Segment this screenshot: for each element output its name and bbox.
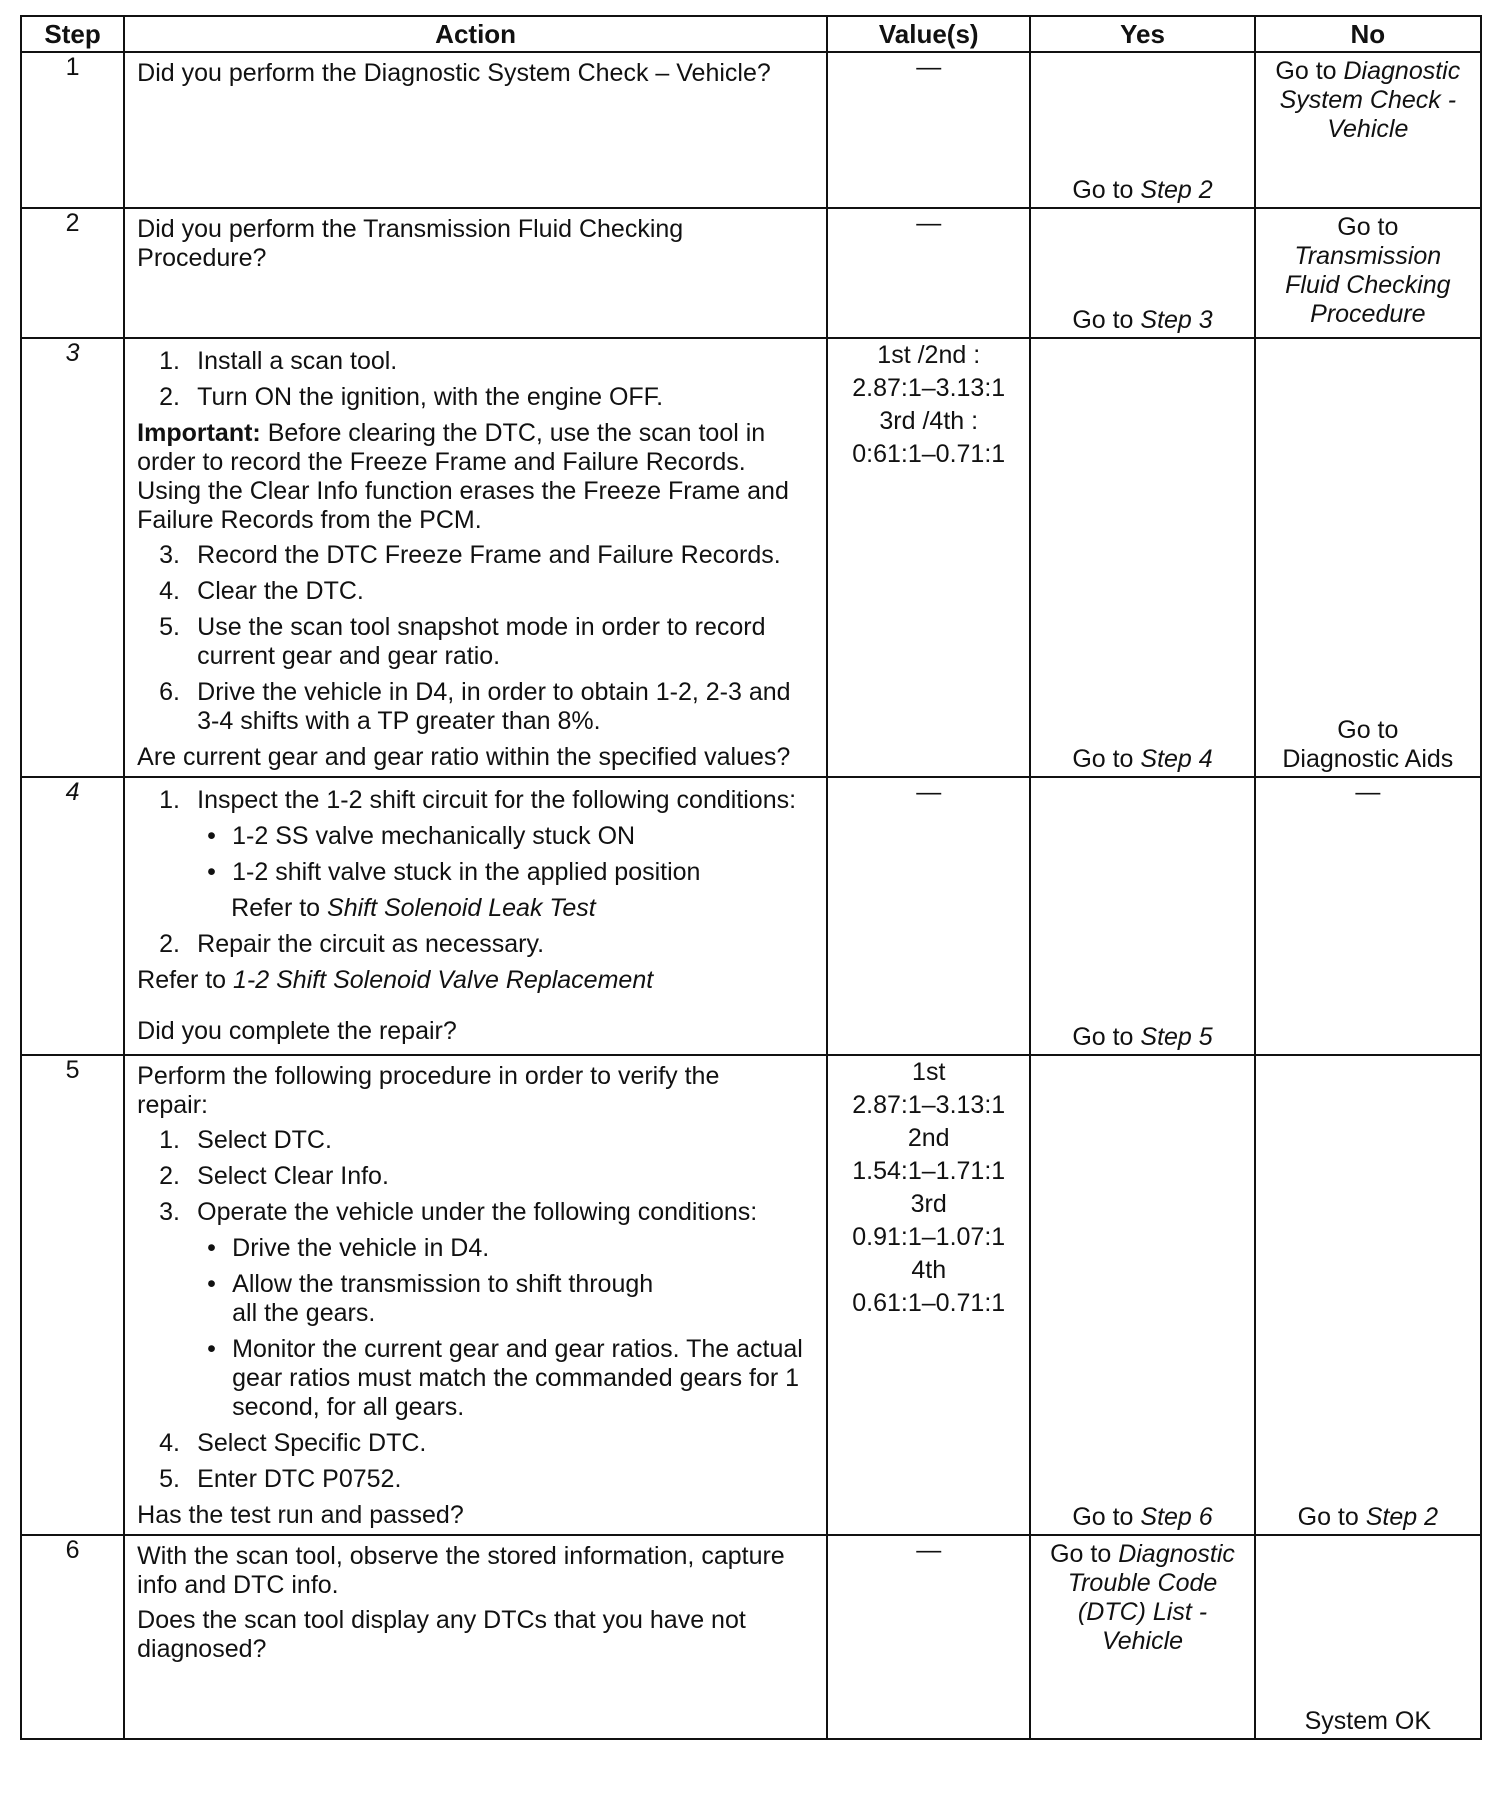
header-no: No [1255,16,1481,52]
step-number: 5 [21,1055,124,1535]
yes-link[interactable] [1031,176,1253,205]
list-item: 2. Turn ON the ignition, with the engine OFF. [159,383,664,411]
table-row-step-6 [21,1535,1481,1739]
value-line: 2nd [907,1124,950,1152]
values-cell [827,777,1030,1055]
no-link[interactable] [1256,716,1480,774]
value-line: 2.87:1–3.13:1 [852,1091,1006,1119]
action-question: Are current gear and gear ratio within the specified values? [137,743,791,771]
header-row [21,16,1481,52]
no-prefix: Go to [1275,57,1344,85]
bullet-item: • 1-2 shift valve stuck in the applied position [207,858,701,886]
no-prefix: Go to [1337,213,1399,241]
yes-link[interactable] [1031,1023,1253,1052]
yes-target: Step 2 [1140,176,1213,204]
no-cell [1255,1055,1481,1535]
yes-cell [1030,338,1254,777]
intro-text: Perform the following procedure in order to verify the repair: [137,1062,720,1119]
table-row-step-4 [21,777,1481,1055]
yes-target: Step 6 [1140,1503,1213,1531]
list-item: 2. Repair the circuit as necessary. [159,930,545,958]
action-cell [124,338,827,777]
yes-target: Step 4 [1140,745,1213,773]
value-dash: — [916,1536,942,1564]
bullet-item: • Drive the vehicle in D4. [207,1234,490,1262]
values-cell [827,208,1030,338]
yes-cell [1030,1535,1254,1739]
step-number: 1 [21,52,124,208]
no-cell [1255,1535,1481,1739]
value-line: 0.61:1–0.71:1 [852,1289,1006,1317]
no-cell [1255,208,1481,338]
yes-link[interactable] [1031,306,1253,335]
yes-link[interactable] [1031,1503,1253,1532]
system-ok-text: System OK [1304,1707,1432,1735]
action-cell [124,1535,827,1739]
list-item: 1. Select DTC. [159,1126,332,1154]
yes-prefix: Go to [1072,1023,1141,1051]
no-link[interactable] [1256,53,1480,144]
header-yes: Yes [1030,16,1254,52]
value-dash: — [916,209,942,237]
table-row-step-5 [21,1055,1481,1535]
list-item: 3. Operate the vehicle under the following conditions: [159,1198,758,1226]
list-item: 4. Clear the DTC. [159,577,364,605]
no-target: Diagnostic System Check - Vehicle [1279,57,1461,143]
value-line: 0.91:1–1.07:1 [852,1223,1006,1251]
no-prefix: Go to [1297,1503,1366,1531]
value-dash: — [916,778,942,806]
yes-cell [1030,777,1254,1055]
steps-list [137,541,816,736]
header-action: Action [124,16,827,52]
bullet-list [137,822,816,887]
list-item: 1. Install a scan tool. [159,347,398,375]
yes-cell [1030,52,1254,208]
value-line: 3rd /4th : [879,407,979,435]
important-text: Before clearing the DTC, use the scan tool in order to record the Freeze Frame and Failure Records. Using the Clear Info function erases the Freeze Frame and Failure Records from the PCM. [137,419,789,534]
steps-list [137,1429,816,1494]
list-item: 2. Select Clear Info. [159,1162,389,1190]
yes-target: Diagnostic Trouble Code (DTC) List - Vehicle [1067,1540,1235,1655]
list-item: 3. Record the DTC Freeze Frame and Failure Records. [159,541,781,569]
important-label: Important: [137,419,261,447]
steps-list [137,786,816,815]
yes-cell [1030,208,1254,338]
diagnostic-table [20,15,1482,1740]
list-item: 4. Select Specific DTC. [159,1429,427,1457]
no-prefix: Go to [1337,716,1399,744]
value-line: 2.87:1–3.13:1 [852,374,1006,402]
no-cell [1255,777,1481,1055]
values-cell [827,338,1030,777]
steps-list [137,930,816,959]
action-text: With the scan tool, observe the stored information, capture info and DTC info. [137,1542,785,1599]
yes-prefix: Go to [1072,306,1141,334]
action-question: Does the scan tool display any DTCs that you have not diagnosed? [137,1606,746,1663]
list-item: 1. Inspect the 1-2 shift circuit for the following conditions: [159,786,797,814]
header-values: Value(s) [827,16,1030,52]
bullet-list [137,1234,816,1422]
list-item: 5. Enter DTC P0752. [159,1465,402,1493]
no-cell [1255,52,1481,208]
yes-target: Step 5 [1140,1023,1213,1051]
value-dash: — [916,53,942,81]
action-cell [124,52,827,208]
step-number: 6 [21,1535,124,1739]
step-number: 3 [21,338,124,777]
yes-link[interactable] [1031,1536,1253,1656]
action-question: Has the test run and passed? [137,1501,464,1529]
value-line: 1st /2nd : [877,341,981,369]
action-cell [124,208,827,338]
value-line: 4th [911,1256,947,1284]
action-question: Did you complete the repair? [137,1017,457,1045]
values-cell [827,1535,1030,1739]
no-link[interactable] [1256,209,1480,329]
action-cell [124,777,827,1055]
steps-list [137,1126,816,1227]
bullet-item: • 1-2 SS valve mechanically stuck ON [207,822,636,850]
values-cell [827,52,1030,208]
no-cell [1255,338,1481,777]
table-row-step-3 [21,338,1481,777]
bullet-item: • Allow the transmission to shift through all the gears. [207,1270,654,1327]
yes-link[interactable] [1031,745,1253,774]
important-note [137,419,816,535]
yes-prefix: Go to [1072,176,1141,204]
header-step: Step [21,16,124,52]
step-number: 2 [21,208,124,338]
value-line: 1.54:1–1.71:1 [852,1157,1006,1185]
values-cell [827,1055,1030,1535]
yes-target: Step 3 [1140,306,1213,334]
action-question: Did you perform the Transmission Fluid Checking Procedure? [137,215,684,272]
yes-prefix: Go to [1072,745,1141,773]
no-target: Transmission Fluid Checking Procedure [1285,242,1451,328]
step-number: 4 [21,777,124,1055]
no-target: Diagnostic Aids [1282,745,1454,773]
list-item: 6. Drive the vehicle in D4, in order to obtain 1-2, 2-3 and 3-4 shifts with a TP greater than 8%. [159,678,791,735]
bullet-item: • Monitor the current gear and gear ratios. The actual gear ratios must match the commanded gears for 1 second, for all gears. [207,1335,803,1421]
action-cell [124,1055,827,1535]
refer-link[interactable]: Refer to 1-2 Shift Solenoid Valve Replacement [137,966,654,994]
table-row-step-1 [21,52,1481,208]
no-link[interactable] [1256,1503,1480,1532]
value-line: 3rd [910,1190,947,1218]
action-question: Did you perform the Diagnostic System Check – Vehicle? [137,59,771,87]
list-item: 5. Use the scan tool snapshot mode in order to record current gear and gear ratio. [159,613,766,670]
steps-list [137,347,816,412]
yes-cell [1030,1055,1254,1535]
refer-link[interactable]: Refer to Shift Solenoid Leak Test [231,894,596,922]
table-row-step-2 [21,208,1481,338]
no-target: Step 2 [1365,1503,1439,1531]
yes-prefix: Go to [1072,1503,1141,1531]
value-line: 0:61:1–0.71:1 [852,440,1006,468]
value-dash: — [1355,778,1381,806]
yes-prefix: Go to [1050,1540,1119,1568]
value-line: 1st [912,1058,946,1086]
